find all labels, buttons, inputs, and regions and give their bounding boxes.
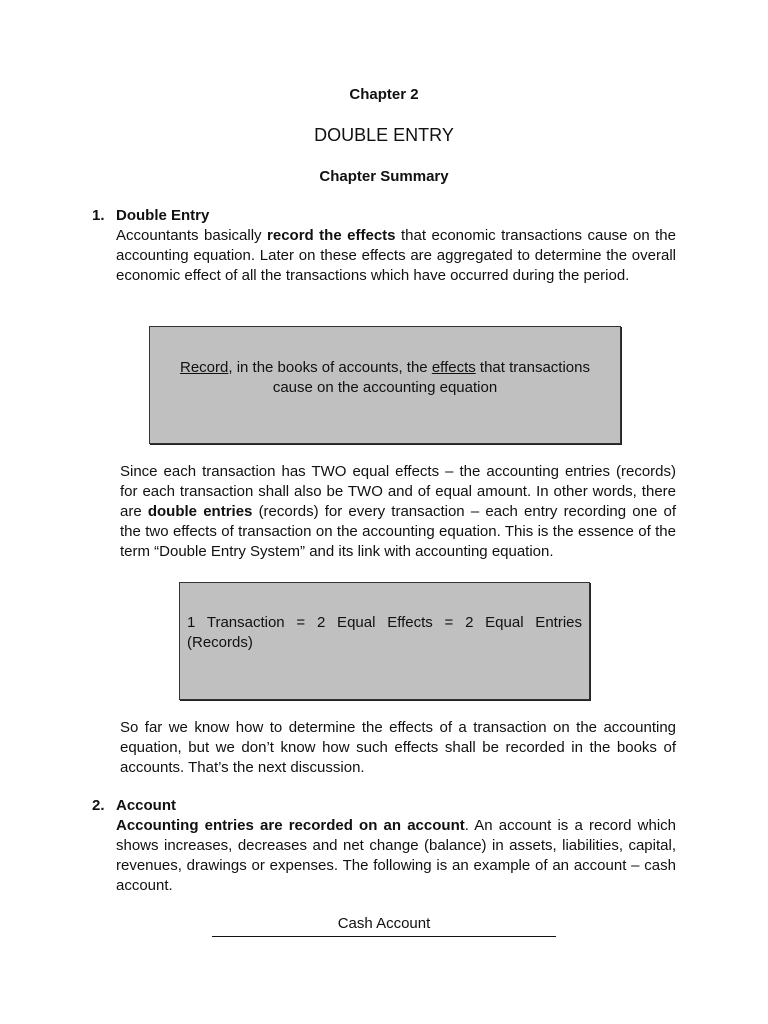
text-run: Since each transaction has TWO equal effects – the accounting entries (records) for each transaction shall also be TWO and of equal amount. In other words, there are <box>120 463 676 520</box>
section-1-heading <box>92 207 209 224</box>
cash-account-rule <box>212 936 556 937</box>
text-run: . An account is a record which shows increases, decreases and net change (balance) in assets, liabilities, capital, revenues, drawings or expenses. The following is an example of an account – cash account. <box>116 817 676 894</box>
definition-box <box>149 326 621 444</box>
text-run: (records) for every transaction – each entry recording one of the two effects of transaction on the accounting equation. This is the essence of the term “Double Entry System” and its link with accounting equation. <box>120 503 676 560</box>
section-1-paragraph-1 <box>116 226 676 286</box>
equation-text: 1 Transaction = 2 Equal Effects = 2 Equal Entries (Records) <box>187 614 582 651</box>
section-number: 2. <box>92 797 105 814</box>
page-title: DOUBLE ENTRY <box>314 125 454 145</box>
definition-text <box>168 358 602 398</box>
chapter-label: Chapter 2 <box>349 86 419 103</box>
text-run: that transactions cause on the accounting equation <box>272 359 590 396</box>
text-run: Accountants basically <box>116 227 268 244</box>
cash-account-caption: Cash Account <box>337 915 431 932</box>
section-2-heading <box>92 797 176 814</box>
section-number: 1. <box>92 207 105 224</box>
underlined-term: effects <box>431 359 476 376</box>
section-title: Double Entry <box>116 207 210 224</box>
bold-phrase: double entries <box>147 503 253 520</box>
text-run: , in the books of accounts, the <box>228 359 432 376</box>
text-run: that economic transactions cause on the accounting equation. Later on these effects are aggregated to determine the overall economic effect of all the transactions which have occurred during the period. <box>116 227 676 284</box>
chapter-summary-heading: Chapter Summary <box>319 168 449 185</box>
underlined-term: Record <box>180 359 229 376</box>
section-title: Account <box>116 797 176 814</box>
bold-phrase: record the effects <box>267 227 396 244</box>
equation-box <box>179 582 590 700</box>
bold-phrase: Accounting entries are recorded on an account <box>116 817 465 834</box>
section-1-paragraph-2 <box>120 462 676 562</box>
section-1-paragraph-3: So far we know how to determine the effects of a transaction on the accounting equation, but we don’t know how such effects shall be recorded in the books of accounts. That’s the next discussion. <box>120 719 676 776</box>
section-2-paragraph-1 <box>116 816 676 896</box>
